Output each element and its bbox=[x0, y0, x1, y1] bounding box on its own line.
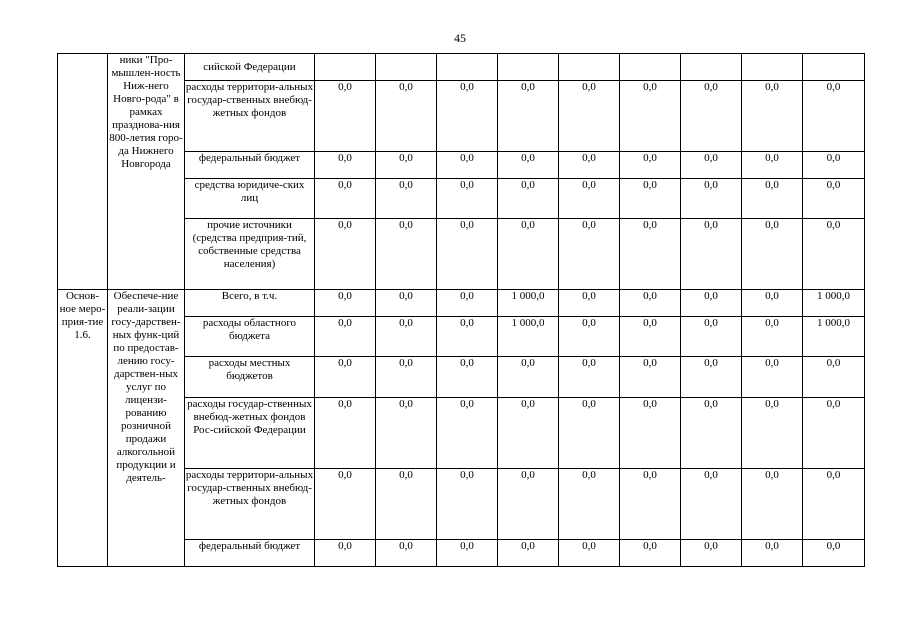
value-cell: 0,0 bbox=[681, 81, 742, 152]
value-cell: 0,0 bbox=[559, 290, 620, 317]
value-cell: 0,0 bbox=[559, 152, 620, 179]
page-number: 45 bbox=[454, 31, 466, 45]
funding-source-label: расходы местных бюджетов bbox=[185, 357, 315, 398]
value-cell bbox=[559, 54, 620, 81]
value-cell: 0,0 bbox=[498, 152, 559, 179]
funding-source-label: расходы территори-альных государ-ственных внебюд-жетных фондов bbox=[185, 81, 315, 152]
value-cell: 0,0 bbox=[559, 398, 620, 469]
value-cell: 0,0 bbox=[376, 540, 437, 567]
value-cell: 0,0 bbox=[376, 81, 437, 152]
value-cell: 0,0 bbox=[681, 357, 742, 398]
value-cell: 0,0 bbox=[559, 469, 620, 540]
value-cell: 0,0 bbox=[437, 290, 498, 317]
value-cell: 0,0 bbox=[742, 357, 803, 398]
value-cell: 0,0 bbox=[742, 179, 803, 219]
value-cell: 0,0 bbox=[620, 317, 681, 357]
value-cell: 0,0 bbox=[742, 290, 803, 317]
value-cell: 0,0 bbox=[437, 357, 498, 398]
value-cell: 0,0 bbox=[376, 398, 437, 469]
value-cell bbox=[498, 54, 559, 81]
value-cell: 0,0 bbox=[559, 317, 620, 357]
value-cell: 0,0 bbox=[742, 398, 803, 469]
funding-source-label: расходы государ-ственных внебюд-жетных фондов Рос-сийской Федерации bbox=[185, 398, 315, 469]
value-cell: 0,0 bbox=[803, 219, 865, 290]
value-cell: 0,0 bbox=[315, 290, 376, 317]
value-cell: 0,0 bbox=[498, 81, 559, 152]
value-cell: 0,0 bbox=[620, 469, 681, 540]
value-cell: 0,0 bbox=[437, 81, 498, 152]
value-cell: 0,0 bbox=[376, 317, 437, 357]
value-cell: 0,0 bbox=[803, 179, 865, 219]
value-cell: 1 000,0 bbox=[498, 317, 559, 357]
value-cell: 1 000,0 bbox=[803, 317, 865, 357]
value-cell: 0,0 bbox=[376, 357, 437, 398]
value-cell: 0,0 bbox=[620, 152, 681, 179]
value-cell: 0,0 bbox=[803, 357, 865, 398]
event-name-cell: ники "Про-мышлен-ность Ниж-него Новго-рода" в рамках празднова-ния 800-летия горо-да Нижнего Новгорода bbox=[108, 54, 185, 290]
funding-source-label: федеральный бюджет bbox=[185, 152, 315, 179]
value-cell: 0,0 bbox=[681, 179, 742, 219]
table-row bbox=[58, 54, 865, 81]
value-cell: 0,0 bbox=[315, 219, 376, 290]
value-cell: 0,0 bbox=[376, 469, 437, 540]
value-cell: 0,0 bbox=[681, 290, 742, 317]
funding-source-label: федеральный бюджет bbox=[185, 540, 315, 567]
funding-source-label: расходы областного бюджета bbox=[185, 317, 315, 357]
value-cell: 0,0 bbox=[620, 357, 681, 398]
value-cell: 0,0 bbox=[803, 469, 865, 540]
value-cell: 0,0 bbox=[559, 179, 620, 219]
value-cell: 0,0 bbox=[620, 81, 681, 152]
value-cell: 0,0 bbox=[620, 398, 681, 469]
value-cell bbox=[376, 54, 437, 81]
value-cell: 0,0 bbox=[498, 357, 559, 398]
value-cell: 0,0 bbox=[681, 152, 742, 179]
value-cell: 0,0 bbox=[559, 219, 620, 290]
value-cell: 0,0 bbox=[315, 540, 376, 567]
funding-source-label: Всего, в т.ч. bbox=[185, 290, 315, 317]
value-cell: 0,0 bbox=[742, 317, 803, 357]
value-cell: 0,0 bbox=[742, 540, 803, 567]
funding-source-label: сийской Федерации bbox=[185, 54, 315, 81]
value-cell bbox=[620, 54, 681, 81]
value-cell: 0,0 bbox=[681, 317, 742, 357]
value-cell bbox=[437, 54, 498, 81]
value-cell: 0,0 bbox=[376, 152, 437, 179]
value-cell: 0,0 bbox=[437, 469, 498, 540]
funding-source-label: прочие источники (средства предприя-тий, собственные средства населения) bbox=[185, 219, 315, 290]
value-cell: 0,0 bbox=[620, 219, 681, 290]
event-number-cell: Основ-ное меро-прия-тие 1.6. bbox=[58, 290, 108, 567]
value-cell: 0,0 bbox=[681, 219, 742, 290]
value-cell: 0,0 bbox=[681, 398, 742, 469]
value-cell: 0,0 bbox=[498, 219, 559, 290]
value-cell: 0,0 bbox=[620, 179, 681, 219]
value-cell: 0,0 bbox=[437, 398, 498, 469]
value-cell: 0,0 bbox=[498, 540, 559, 567]
value-cell: 0,0 bbox=[620, 290, 681, 317]
value-cell: 0,0 bbox=[681, 540, 742, 567]
value-cell: 0,0 bbox=[315, 357, 376, 398]
value-cell: 0,0 bbox=[498, 398, 559, 469]
value-cell: 0,0 bbox=[803, 152, 865, 179]
value-cell: 0,0 bbox=[803, 540, 865, 567]
value-cell: 0,0 bbox=[376, 219, 437, 290]
value-cell: 0,0 bbox=[376, 290, 437, 317]
value-cell: 0,0 bbox=[376, 179, 437, 219]
value-cell: 1 000,0 bbox=[498, 290, 559, 317]
value-cell: 0,0 bbox=[437, 540, 498, 567]
value-cell: 0,0 bbox=[437, 219, 498, 290]
value-cell: 0,0 bbox=[803, 398, 865, 469]
value-cell bbox=[742, 54, 803, 81]
value-cell: 0,0 bbox=[315, 317, 376, 357]
value-cell: 0,0 bbox=[559, 540, 620, 567]
value-cell: 0,0 bbox=[437, 317, 498, 357]
value-cell: 0,0 bbox=[559, 81, 620, 152]
value-cell: 0,0 bbox=[498, 179, 559, 219]
table-row bbox=[58, 290, 865, 317]
value-cell: 0,0 bbox=[315, 179, 376, 219]
value-cell: 0,0 bbox=[681, 469, 742, 540]
value-cell bbox=[681, 54, 742, 81]
value-cell: 0,0 bbox=[559, 357, 620, 398]
value-cell: 0,0 bbox=[315, 81, 376, 152]
value-cell: 0,0 bbox=[498, 469, 559, 540]
value-cell bbox=[803, 54, 865, 81]
event-name-cell: Обеспече-ние реали-зации госу-дарствен-ных функ-ций по предостав-лению госу-дарствен-ных услуг по лицензи-рованию розничной продажи алкогольной продукции и деятель- bbox=[108, 290, 185, 567]
value-cell: 1 000,0 bbox=[803, 290, 865, 317]
value-cell: 0,0 bbox=[315, 398, 376, 469]
budget-table bbox=[57, 53, 865, 567]
value-cell: 0,0 bbox=[620, 540, 681, 567]
event-number-cell bbox=[58, 54, 108, 290]
value-cell: 0,0 bbox=[742, 152, 803, 179]
value-cell: 0,0 bbox=[742, 219, 803, 290]
value-cell bbox=[315, 54, 376, 81]
value-cell: 0,0 bbox=[742, 81, 803, 152]
value-cell: 0,0 bbox=[315, 152, 376, 179]
value-cell: 0,0 bbox=[315, 469, 376, 540]
funding-source-label: средства юридиче-ских лиц bbox=[185, 179, 315, 219]
value-cell: 0,0 bbox=[437, 179, 498, 219]
value-cell: 0,0 bbox=[437, 152, 498, 179]
value-cell: 0,0 bbox=[803, 81, 865, 152]
funding-source-label: расходы территори-альных государ-ственных внебюд-жетных фондов bbox=[185, 469, 315, 540]
value-cell: 0,0 bbox=[742, 469, 803, 540]
